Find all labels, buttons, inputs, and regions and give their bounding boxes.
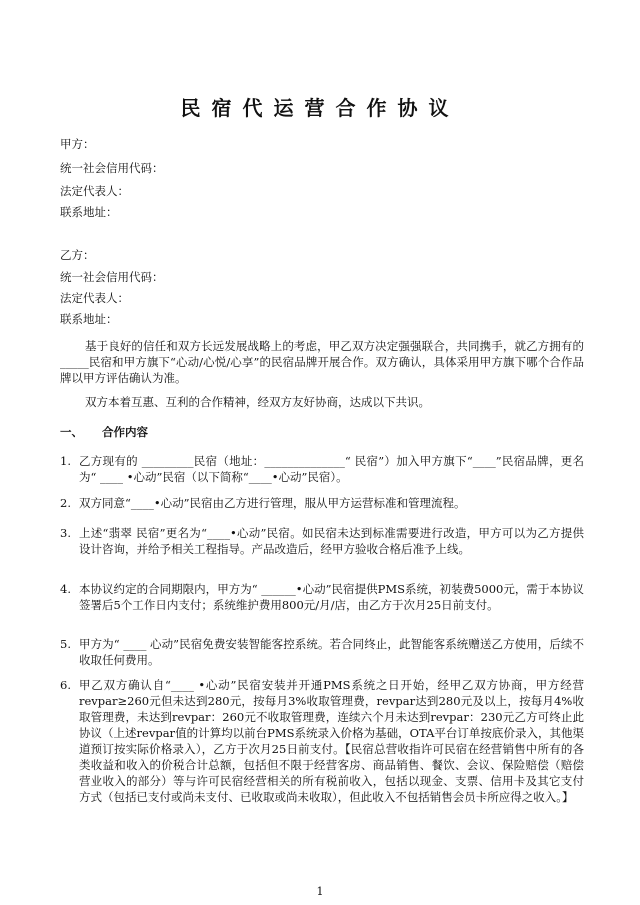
document-title: 民宿代运营合作协议	[180, 96, 460, 120]
intro-paragraph: 基于良好的信任和双方长远发展战略上的考虑，甲乙双方决定强强联合，共同携手，就乙方拥有的_____民宿和甲方旗下“心动/心悦/心享”的民宿品牌开展合作。双方确认，具体采用甲方旗下哪个合作品牌以甲方评估确认为准。	[60, 339, 584, 385]
list-item	[60, 453, 584, 485]
item-text: 乙方现有的 _________民宿（地址：______________“ 民宿”）加入甲方旗下“____”民宿品牌，更名为“ ____ •心动”民宿（以下简称“____•心动”民宿）。	[79, 454, 584, 484]
party-b-address: 联系地址：	[60, 312, 118, 326]
party-a-label: 甲方：	[60, 137, 95, 151]
item-text: 上述“翡翠 民宿”更名为“____•心动”民宿。如民宿未达到标准需要进行改造，甲方可以为乙方提供设计咨询，并给予相关工程指导。产品改造后，经甲方验收合格后准予上线。	[79, 526, 584, 556]
page-number: 1	[316, 885, 324, 898]
section-title: 合作内容	[102, 425, 148, 439]
item-number: 6.	[60, 678, 71, 692]
party-a-address: 联系地址：	[60, 205, 118, 219]
section-heading	[60, 424, 148, 440]
item-number: 2.	[60, 496, 71, 510]
item-number: 1.	[60, 454, 71, 468]
item-text: 甲方为“ ____ 心动”民宿免费安装智能客控系统。若合同终止，此智能客系统赠送乙方使用，后续不收取任何费用。	[79, 637, 584, 667]
item-number: 5.	[60, 637, 71, 651]
list-item	[60, 677, 584, 805]
list-item	[60, 636, 584, 668]
item-number: 3.	[60, 526, 71, 540]
item-text: 甲乙双方确认自“____ •心动”民宿安装并开通PMS系统之日开始，经甲乙双方协商，甲方经营revpar≥260元但未达到280元，按每月3%收取管理费，revpar达到280元及以上，按每月4%收取管理费，未达到revpar：260元不收取管理费，连续六个月未达到revpar：230元乙方可终止此协议（上述revpar值的计算均以前台PMS系统录入价格为基础，OTA平台订单按底价录入，其他渠道预订按实际价格录入），乙方于次月25日前支付。【民宿总营收指许可民宿在经营销售中所有的各类收益和收入的价税合计总额，包括但不限于经营客房、商品销售、餐饮、会议、保险赔偿（赔偿营业收入的部分）等与许可民宿经营相关的所有税前收入，包括以现金、支票、信用卡及其它支付方式（包括已支付或尚未支付、已收取或尚未收取），但此收入不包括销售会员卡所应得之收入。】	[79, 678, 584, 804]
party-b-legal-rep: 法定代表人：	[60, 291, 129, 305]
principle-paragraph: 双方本着互惠、互利的合作精神，经双方友好协商，达成以下共识。	[85, 395, 430, 409]
section-number: 一、	[60, 425, 83, 439]
party-a-legal-rep: 法定代表人：	[60, 184, 129, 198]
party-b-label: 乙方：	[60, 248, 95, 262]
list-item	[60, 581, 584, 613]
party-b-credit-code: 统一社会信用代码：	[60, 270, 164, 284]
list-item	[60, 525, 584, 557]
party-a-credit-code: 统一社会信用代码：	[60, 161, 164, 175]
list-item	[60, 495, 584, 511]
item-text: 本协议约定的合同期限内，甲方为“ ______•心动”民宿提供PMS系统，初装费5000元，需于本协议签署后5个工作日内支付；系统维护费用800元/月/店，由乙方于次月25日前支付。	[79, 582, 584, 612]
item-text: 双方同意“____•心动”民宿由乙方进行管理，服从甲方运营标准和管理流程。	[79, 496, 466, 510]
item-number: 4.	[60, 582, 71, 596]
